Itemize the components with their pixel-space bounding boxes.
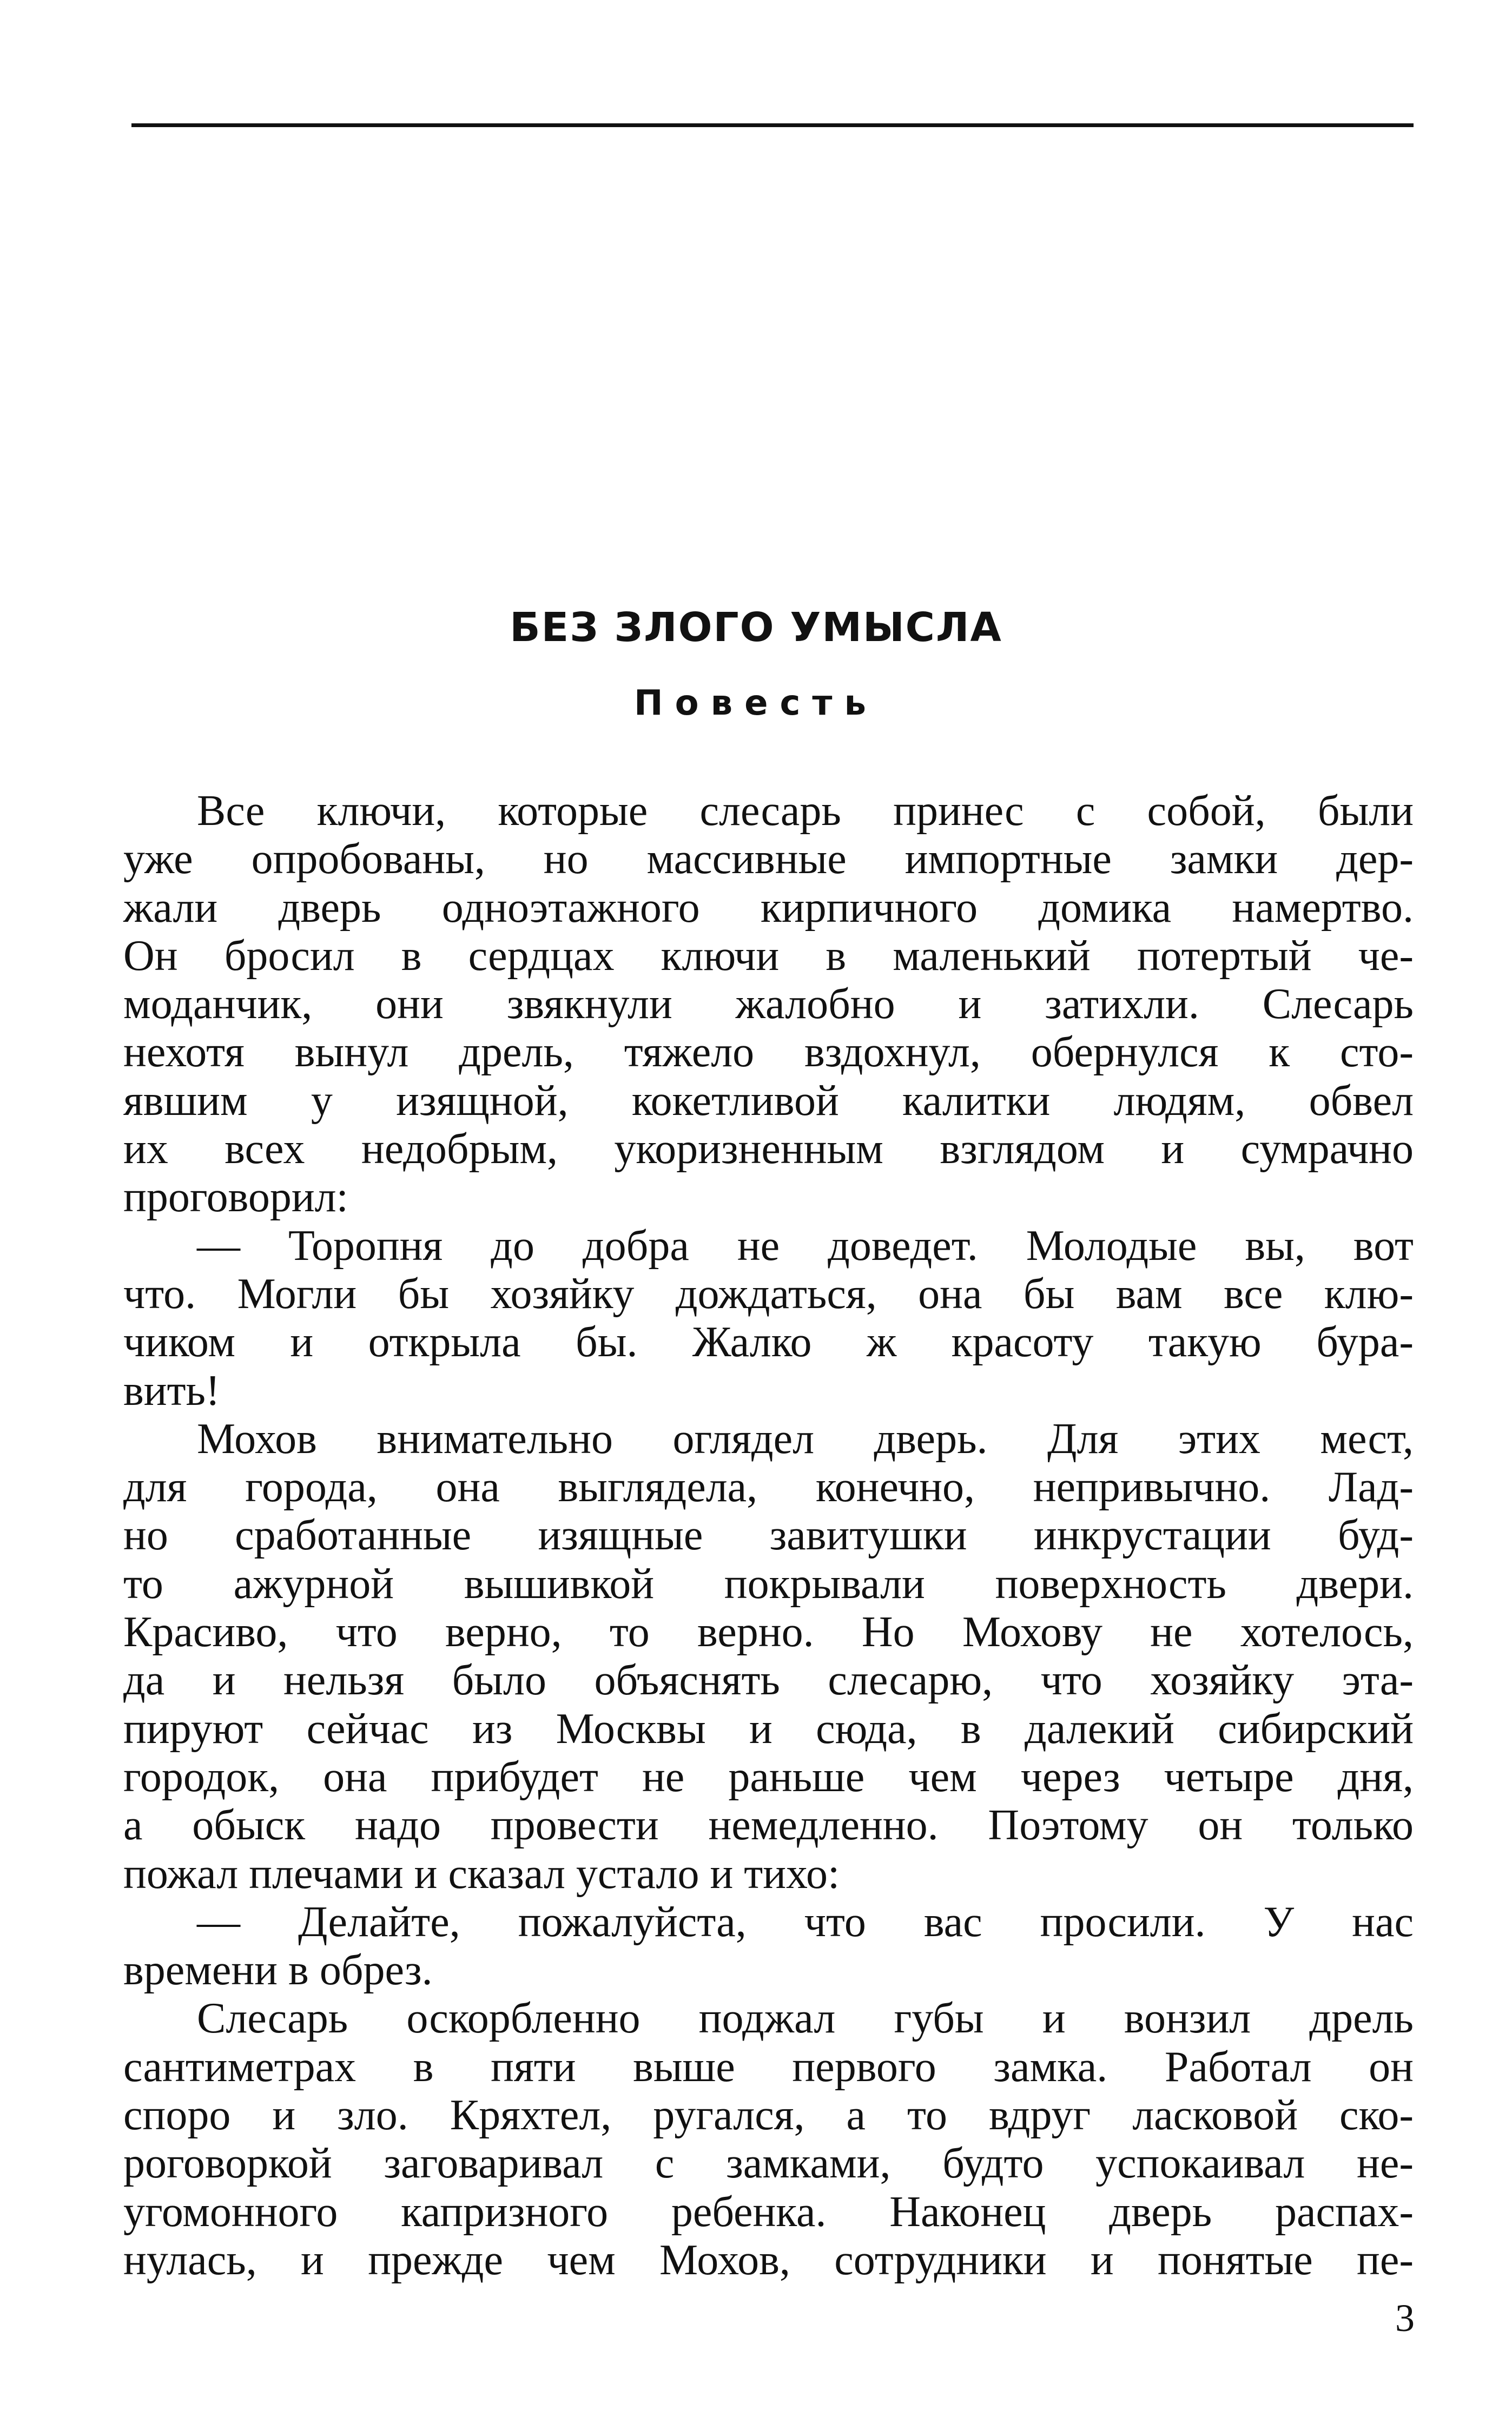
text-line: то ажурной вышивкой покрывали поверхность двери. [123,1560,1414,1608]
text-line: для города, она выглядела, конечно, непривычно. Лад- [123,1463,1414,1511]
text-line: проговорил: [123,1173,348,1222]
text-line: явшим у изящной, кокетливой калитки людям, обвел [123,1077,1414,1125]
top-rule [131,123,1414,127]
text-line: пожал плечами и сказал устало и тихо: [123,1850,840,1898]
text-line: Красиво, что верно, то верно. Но Мохову не хотелось, [123,1608,1414,1656]
text-line: — Делайте, пожалуйста, что вас просили. У нас [197,1898,1414,1946]
story-subtitle: Повесть [634,683,878,723]
text-line: моданчик, они звякнули жалобно и затихли. Слесарь [123,980,1414,1028]
text-line: уже опробованы, но массивные импортные замки дер- [123,835,1414,883]
text-line: что. Могли бы хозяйку дождаться, она бы вам все клю- [123,1270,1414,1318]
text-line: а обыск надо провести немедленно. Поэтому он только [123,1801,1414,1850]
text-line: Мохов внимательно оглядел дверь. Для этих мест, [197,1415,1414,1463]
text-line: — Торопня до добра не доведет. Молодые вы, вот [197,1222,1414,1270]
text-line: сантиметрах в пяти выше первого замка. Работал он [123,2043,1414,2091]
text-line: нулась, и прежде чем Мохов, сотрудники и понятые пе- [123,2236,1414,2284]
text-line: вить! [123,1366,220,1415]
text-line: роговоркой заговаривал с замками, будто успокаивал не- [123,2140,1414,2188]
text-line: нехотя вынул дрель, тяжело вздохнул, обернулся к сто- [123,1028,1414,1077]
text-line: да и нельзя было объяснять слесарю, что хозяйку эта- [123,1656,1414,1705]
story-title: БЕЗ ЗЛОГО УМЫСЛА [510,604,1002,651]
body-text [123,787,1414,2285]
text-line: Все ключи, которые слесарь принес с собой, были [197,787,1414,835]
text-line: их всех недобрым, укоризненным взглядом и сумрачно [123,1125,1414,1173]
text-line: чиком и открыла бы. Жалко ж красоту такую бура- [123,1318,1414,1366]
text-line: но сработанные изящные завитушки инкрустации буд- [123,1511,1414,1560]
text-line: Он бросил в сердцах ключи в маленький потертый че- [123,932,1414,980]
text-line: Слесарь оскорбленно поджал губы и вонзил дрель [197,1995,1414,2043]
text-line: городок, она прибудет не раньше чем через четыре дня, [123,1753,1414,1801]
text-line: времени в обрез. [123,1946,433,1995]
text-line: пируют сейчас из Москвы и сюда, в далекий сибирский [123,1705,1414,1753]
page-number: 3 [1395,2296,1415,2340]
text-line: споро и зло. Кряхтел, ругался, а то вдруг ласковой ско- [123,2091,1414,2140]
text-line: жали дверь одноэтажного кирпичного домика намертво. [123,883,1414,932]
text-line: угомонного капризного ребенка. Наконец дверь распах- [123,2188,1414,2236]
